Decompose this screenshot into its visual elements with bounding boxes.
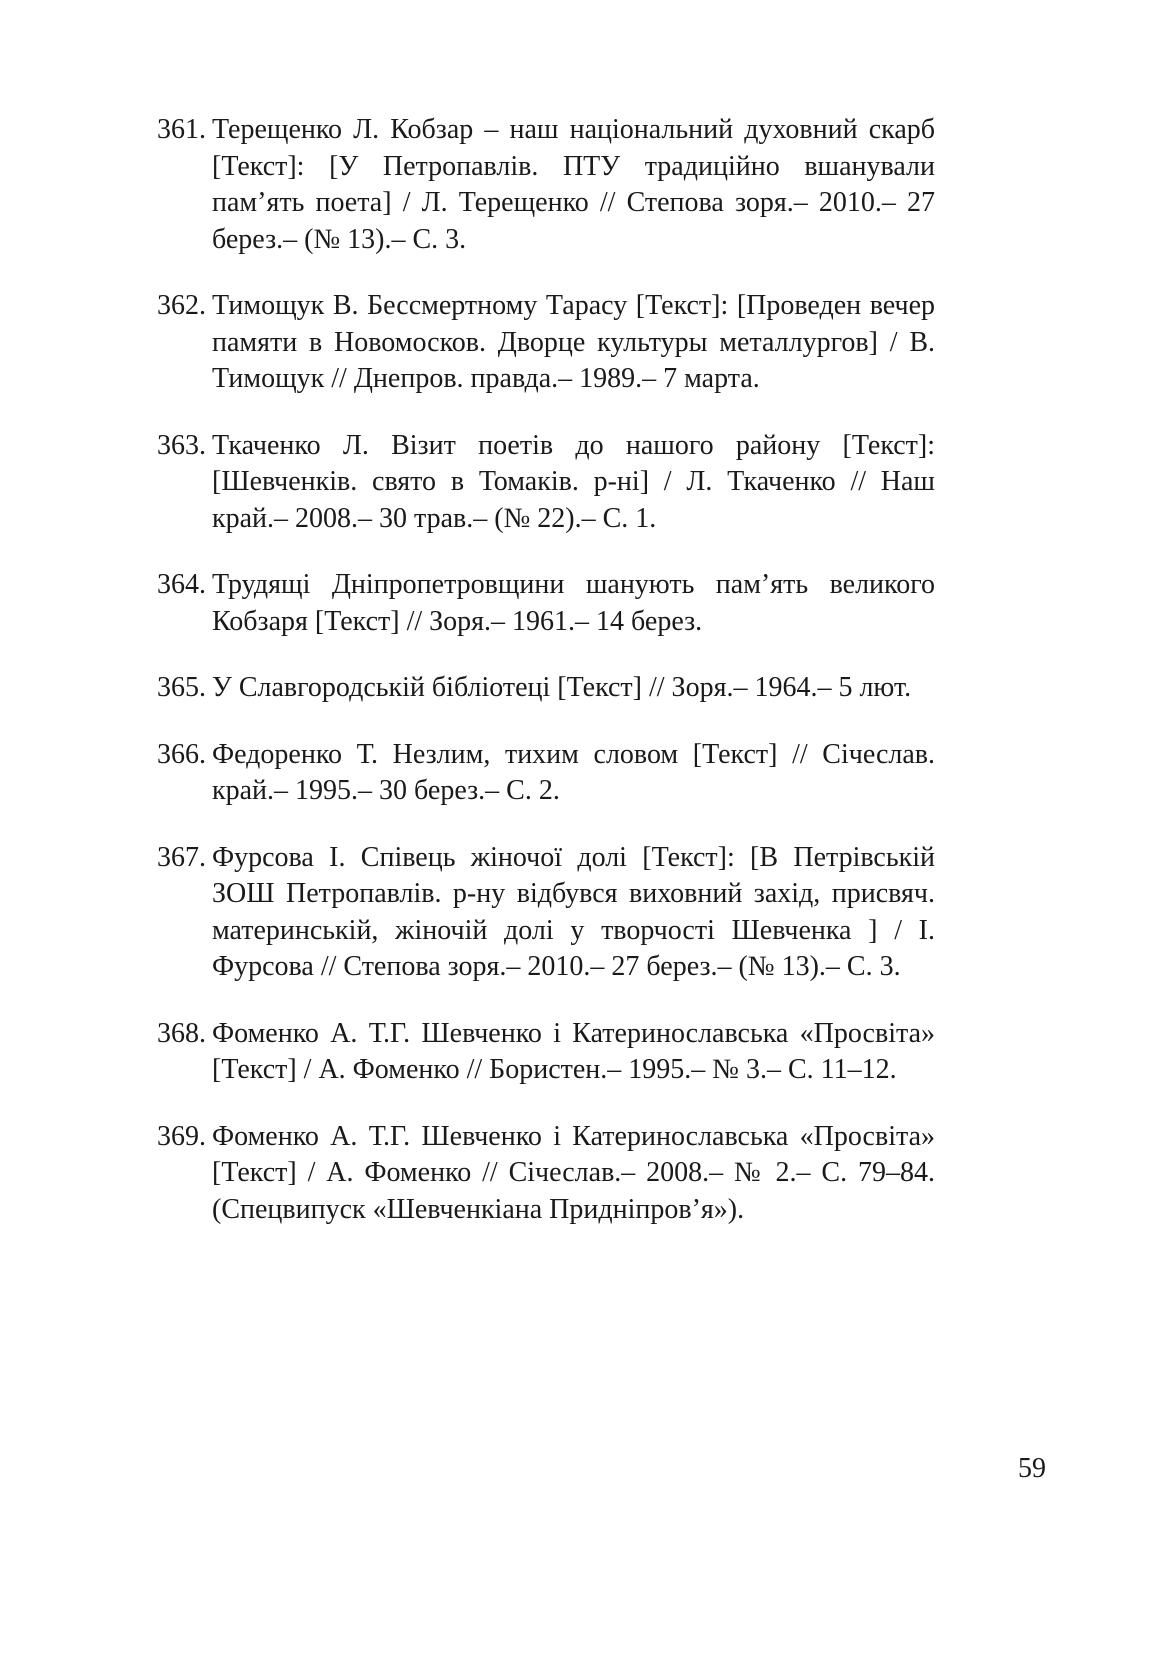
bibliography-entry bbox=[157, 670, 935, 707]
bibliography-entry bbox=[157, 288, 935, 398]
bibliography-entry bbox=[157, 567, 935, 640]
bibliography-entry bbox=[157, 428, 935, 538]
entry-text: Ткаченко Л. Візит поетів до нашого району [Текст]: [Шевченків. свято в Томаків. р-ні] / Л. Ткаченко // Наш край.– 2008.– 30 трав.– (№ 22).– С. 1. bbox=[212, 429, 935, 534]
bibliography-entry bbox=[157, 112, 935, 258]
entry-text: Тимощук В. Бессмертному Тарасу [Текст]: [Проведен вечер памяти в Новомосков. Дворце культуры металлургов] / В. Тимощук // Днепров. правда.– 1989.– 7 марта. bbox=[212, 290, 935, 394]
bibliography-entry bbox=[157, 840, 935, 986]
entry-number: 367. bbox=[157, 841, 206, 873]
entry-text: Фурсова І. Співець жіночої долі [Текст]: [В Петрівській ЗОШ Петропавлів. р-ну відбувся виховний захід, присвяч. материнській, жіночій долі у творчості Шевченка ] / І. Фурсова // Степова зоря.– 2010.– 27 берез.– (№ 13).– С. 3. bbox=[212, 841, 935, 982]
bibliography-entry bbox=[157, 1119, 935, 1229]
bibliography-list bbox=[157, 112, 935, 1258]
bibliography-entry bbox=[157, 737, 935, 810]
entry-text: Федоренко Т. Незлим, тихим словом [Текст] // Січеслав. край.– 1995.– 30 берез.– С. 2. bbox=[212, 738, 935, 806]
entry-text: Трудящі Дніпропетровщини шанують пам’ять великого Кобзаря [Текст] // Зоря.– 1961.– 14 берез. bbox=[212, 569, 935, 637]
entry-number: 366. bbox=[157, 738, 206, 770]
entry-number: 369. bbox=[157, 1120, 206, 1152]
entry-text: У Славгородській бібліотеці [Текст] // Зоря.– 1964.– 5 лют. bbox=[212, 672, 912, 703]
page-number: 59 bbox=[1018, 1453, 1046, 1484]
bibliography-entry bbox=[157, 1016, 935, 1089]
entry-number: 361. bbox=[157, 114, 206, 145]
entry-number: 368. bbox=[157, 1017, 206, 1049]
entry-text: Терещенко Л. Кобзар – наш національний духовний скарб [Текст]: [У Петропавлів. ПТУ традиційно вшанували пам’ять поета] / Л. Терещенко // Степова зоря.– 2010.– 27 берез.– (№ 13).– С. 3. bbox=[212, 114, 935, 255]
entry-number: 362. bbox=[157, 290, 206, 321]
entry-text: Фоменко А. Т.Г. Шевченко і Катеринославська «Просвіта» [Текст] / А. Фоменко // Бористен.– 1995.– № 3.– С. 11–12. bbox=[212, 1017, 935, 1085]
entry-number: 365. bbox=[157, 672, 206, 703]
entry-number: 363. bbox=[157, 429, 206, 461]
entry-text: Фоменко А. Т.Г. Шевченко і Катеринославська «Просвіта» [Текст] / А. Фоменко // Січеслав.– 2008.– № 2.– С. 79–84. (Спецвипуск «Шевченкіана Придніпров’я»). bbox=[212, 1120, 935, 1225]
entry-number: 364. bbox=[157, 569, 206, 600]
